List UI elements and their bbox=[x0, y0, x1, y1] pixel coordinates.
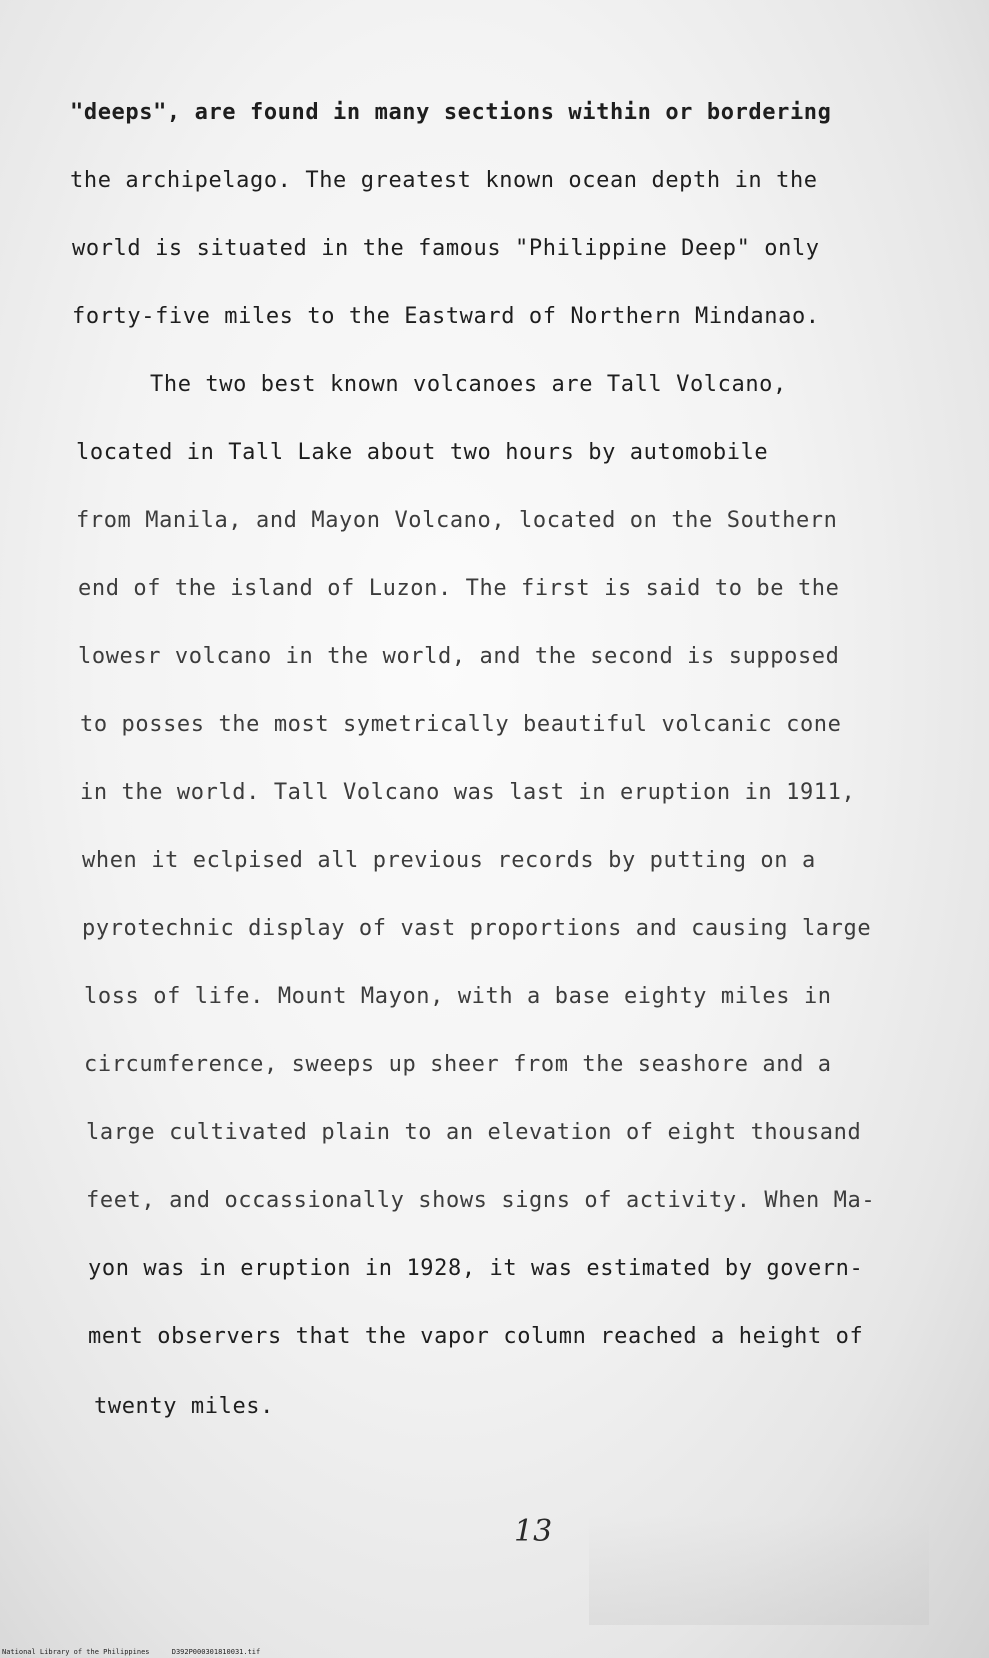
text-line-16: large cultivated plain to an elevation of eight thousand bbox=[86, 1120, 862, 1145]
scan-footer bbox=[2, 1648, 260, 1656]
text-line-6: located in Tall Lake about two hours by automobile bbox=[76, 440, 769, 465]
text-line-17: feet, and occassionally shows signs of activity. When Ma- bbox=[86, 1188, 876, 1213]
text-line-14: loss of life. Mount Mayon, with a base eighty miles in bbox=[84, 984, 832, 1009]
text-line-13: pyrotechnic display of vast proportions and causing large bbox=[82, 916, 872, 941]
text-line-10: to posses the most symetrically beautiful volcanic cone bbox=[80, 712, 842, 737]
bleed-through-shadow bbox=[589, 1515, 929, 1625]
footer-file: D392P000301810031.tif bbox=[171, 1648, 261, 1656]
page-number: 13 bbox=[514, 1514, 553, 1549]
text-line-15: circumference, sweeps up sheer from the seashore and a bbox=[84, 1052, 832, 1077]
text-line-18: yon was in eruption in 1928, it was estimated by govern- bbox=[88, 1256, 864, 1281]
footer-library: National Library of the Philippines bbox=[2, 1648, 150, 1656]
text-line-9: lowesr volcano in the world, and the second is supposed bbox=[78, 644, 840, 669]
text-line-7: from Manila, and Mayon Volcano, located on the Southern bbox=[76, 508, 838, 533]
text-line-8: end of the island of Luzon. The first is said to be the bbox=[78, 576, 840, 601]
text-line-4: forty-five miles to the Eastward of Northern Mindanao. bbox=[72, 304, 820, 329]
text-line-5: The two best known volcanoes are Tall Volcano, bbox=[150, 372, 787, 397]
text-line-3: world is situated in the famous "Philippine Deep" only bbox=[72, 236, 820, 261]
text-line-20: twenty miles. bbox=[94, 1394, 274, 1419]
text-line-12: when it eclpised all previous records by putting on a bbox=[82, 848, 816, 873]
text-line-2: the archipelago. The greatest known ocean depth in the bbox=[70, 168, 818, 193]
text-line-11: in the world. Tall Volcano was last in eruption in 1911, bbox=[80, 780, 856, 805]
text-line-1: "deeps", are found in many sections within or bordering bbox=[70, 100, 832, 125]
text-line-19: ment observers that the vapor column reached a height of bbox=[88, 1324, 864, 1349]
